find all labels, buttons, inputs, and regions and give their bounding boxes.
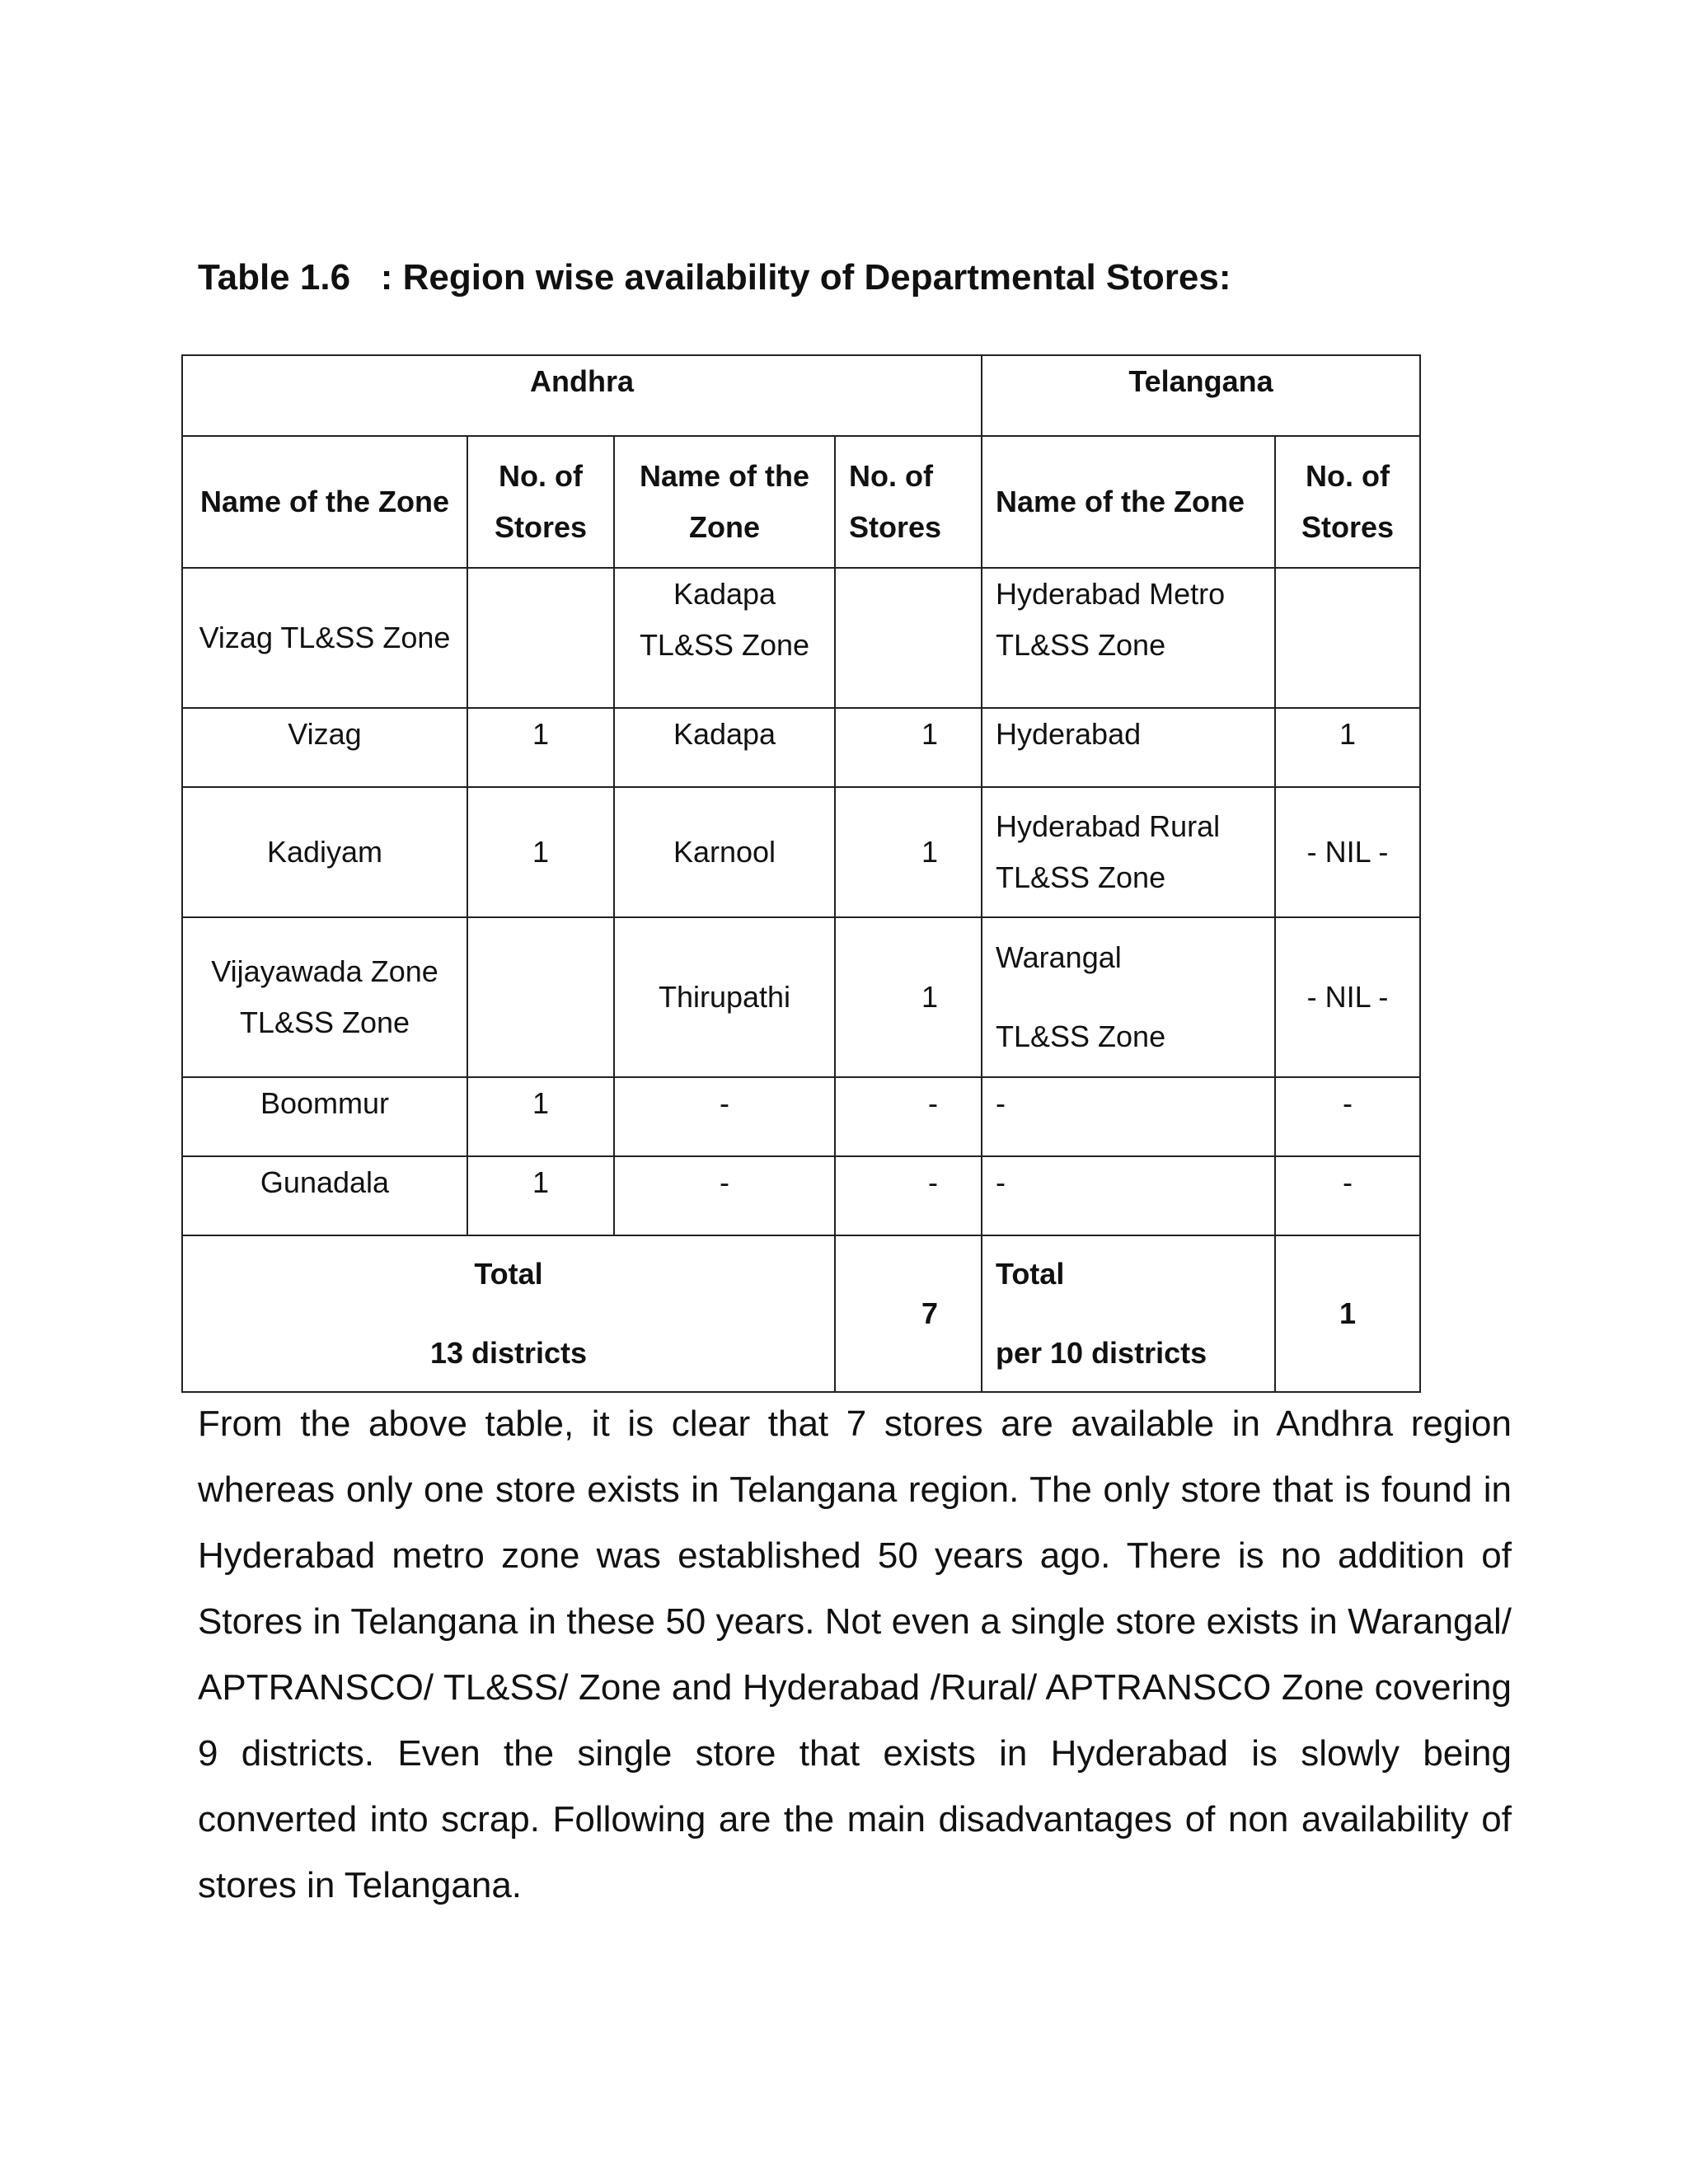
zone-cell: Vizag TL&SS Zone xyxy=(182,568,467,708)
stores-table xyxy=(181,354,1421,1393)
count-cell: 1 xyxy=(835,787,982,917)
zone-cell: - xyxy=(982,1077,1275,1156)
total-telangana-value: 1 xyxy=(1275,1235,1420,1392)
zone-cell: Kadapa TL&SS Zone xyxy=(614,568,835,708)
table-row xyxy=(182,1156,1420,1235)
region-telangana: Telangana xyxy=(982,355,1420,436)
header-no-of-stores: No. of Stores xyxy=(467,436,614,568)
count-cell: 1 xyxy=(835,917,982,1077)
zone-cell: Vizag xyxy=(182,708,467,787)
zone-cell: Hyderabad Metro TL&SS Zone xyxy=(982,568,1275,708)
header-zone-name: Name of the Zone xyxy=(614,436,835,568)
table-caption: Table 1.6 : Region wise availability of Departmental Stores: xyxy=(198,257,1231,298)
zone-cell: Vijayawada Zone TL&SS Zone xyxy=(182,917,467,1077)
table-row xyxy=(182,1077,1420,1156)
zone-cell: Thirupathi xyxy=(614,917,835,1077)
region-andhra: Andhra xyxy=(182,355,982,436)
column-header-row xyxy=(182,436,1420,568)
header-no-of-stores: No. of Stores xyxy=(1275,436,1420,568)
table-row xyxy=(182,917,1420,1077)
total-telangana-label: Total per 10 districts xyxy=(982,1235,1275,1392)
zone-cell: Kadiyam xyxy=(182,787,467,917)
count-cell: - xyxy=(1275,1077,1420,1156)
zone-cell: - xyxy=(614,1077,835,1156)
region-header-row xyxy=(182,355,1420,436)
count-cell: 1 xyxy=(467,1156,614,1235)
count-cell xyxy=(467,568,614,708)
zone-cell: Gunadala xyxy=(182,1156,467,1235)
zone-cell: Hyderabad xyxy=(982,708,1275,787)
total-andhra-label: Total 13 districts xyxy=(182,1235,835,1392)
count-cell: 1 xyxy=(467,787,614,917)
count-cell: - NIL - xyxy=(1275,787,1420,917)
total-andhra-value: 7 xyxy=(835,1235,982,1392)
zone-cell: - xyxy=(614,1156,835,1235)
zone-cell: - xyxy=(982,1156,1275,1235)
count-cell xyxy=(835,568,982,708)
header-zone-name: Name of the Zone xyxy=(182,436,467,568)
zone-cell: Karnool xyxy=(614,787,835,917)
count-cell: 1 xyxy=(467,1077,614,1156)
count-cell: - xyxy=(835,1156,982,1235)
count-cell: 1 xyxy=(1275,708,1420,787)
count-cell: - xyxy=(1275,1156,1420,1235)
count-cell: - NIL - xyxy=(1275,917,1420,1077)
body-paragraph: From the above table, it is clear that 7 stores are available in Andhra region whereas only one store exists in Telangana region. The only store that is found in Hyderabad metro zone was established 50 years ago. There is no addition of Stores in Telangana in these 50 years. Not even a single store exists in Warangal/ APTRANSCO/ TL&SS/ Zone and Hyderabad /Rural/ APTRANSCO Zone covering 9 districts. Even the single store that exists in Hyderabad is slowly being converted into scrap. Following are the main disadvantages of non availability of stores in Telangana. xyxy=(198,1404,1512,1905)
zone-cell: Warangal TL&SS Zone xyxy=(982,917,1275,1077)
header-no-of-stores: No. of Stores xyxy=(835,436,982,568)
zone-cell: Boommur xyxy=(182,1077,467,1156)
table-row xyxy=(182,568,1420,708)
count-cell xyxy=(1275,568,1420,708)
count-cell: 1 xyxy=(835,708,982,787)
table-row xyxy=(182,708,1420,787)
count-cell: 1 xyxy=(467,708,614,787)
zone-cell: Kadapa xyxy=(614,708,835,787)
count-cell: - xyxy=(835,1077,982,1156)
total-row xyxy=(182,1235,1420,1392)
zone-cell: Hyderabad Rural TL&SS Zone xyxy=(982,787,1275,917)
table-row xyxy=(182,787,1420,917)
count-cell xyxy=(467,917,614,1077)
header-zone-name: Name of the Zone xyxy=(982,436,1275,568)
